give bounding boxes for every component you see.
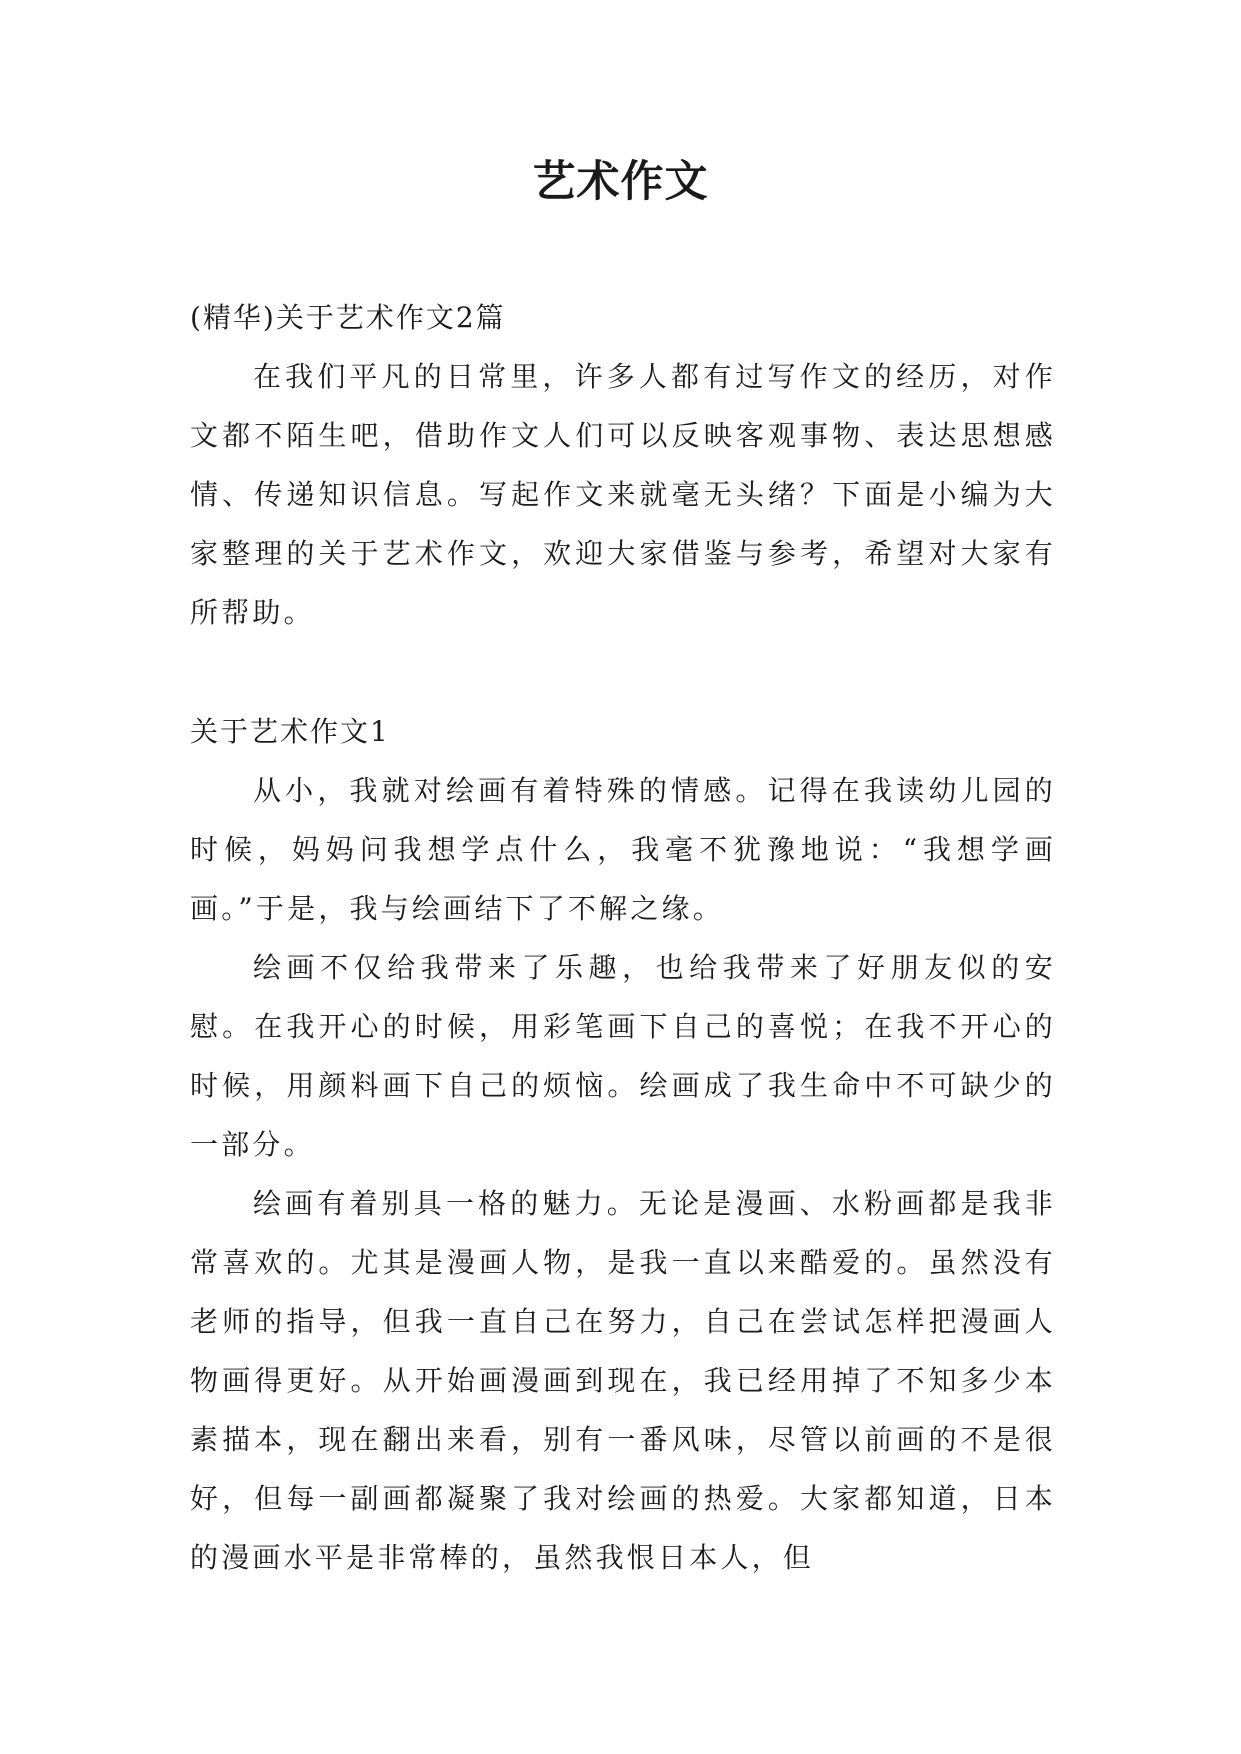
body-paragraph: 绘画不仅给我带来了乐趣，也给我带来了好朋友似的安慰。在我开心的时候，用彩笔画下自己的喜悦；在我不开心的时候，用颜料画下自己的烦恼。绘画成了我生命中不可缺少的一部分。 [190,951,1056,1161]
body-paragraph: 绘画有着别具一格的魅力。无论是漫画、水粉画都是我非常喜欢的。尤其是漫画人物，是我一直以来酷爱的。虽然没有老师的指导，但我一直自己在努力，自己在尝试怎样把漫画人物画得更好。从开始画漫画到现在，我已经用掉了不知多少本素描本，现在翻出来看，别有一番风味，尽管以前画的不是很好，但每一副画都凝聚了我对绘画的热爱。大家都知道，日本的漫画水平是非常棒的，虽然我恨日本人，但 [190,1187,1056,1574]
document-subtitle: (精华)关于艺术作文2篇 [190,301,506,334]
section-spacer [190,642,1056,702]
intro-paragraph: 在我们平凡的日常里，许多人都有过写作文的经历，对作文都不陌生吧，借助作文人们可以反映客观事物、表达思想感情、传递知识信息。写起作文来就毫无头绪？下面是小编为大家整理的关于艺术作文，欢迎大家借鉴与参考，希望对大家有所帮助。 [190,360,1056,629]
document-title: 艺术作文 [532,157,709,207]
section-heading-1: 关于艺术作文1 [190,715,390,748]
document-body [190,288,1056,1587]
body-paragraph: 从小，我就对绘画有着特殊的情感。记得在我读幼儿园的时候，妈妈问我想学点什么，我毫不犹豫地说：“我想学画画。”于是，我与绘画结下了不解之缘。 [190,774,1056,925]
